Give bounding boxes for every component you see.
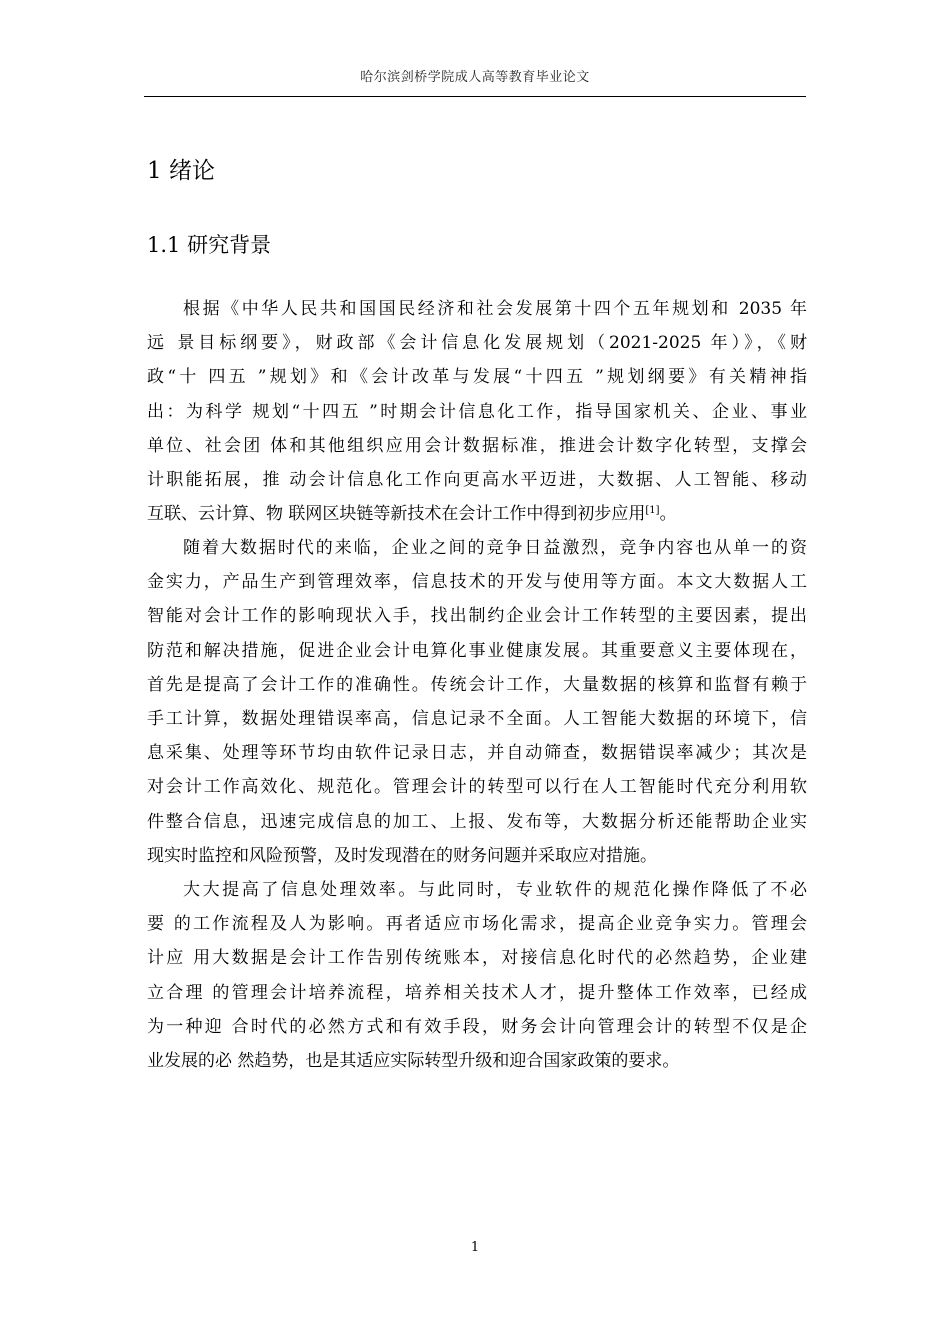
paragraph-line: 手工计算，数据处理错误率高，信息记录不全面。人工智能大数据的环境下，信 — [147, 708, 807, 729]
paragraph-3 — [147, 873, 807, 1078]
paragraph-line: 为一种迎 合时代的必然方式和有效手段，财务会计向管理会计的转型不仅是企 — [147, 1016, 807, 1037]
paragraph-line: 计职能拓展，推 动会计信息化工作向更高水平迈进，大数据、人工智能、移动 — [147, 469, 807, 490]
paragraph-line: 大大提高了信息处理效率。与此同时，专业软件的规范化操作降低了不必 — [183, 880, 807, 900]
paragraph-line: 智能对会计工作的影响现状入手，找出制约企业会计工作转型的主要因素，提出 — [147, 606, 807, 627]
header-divider — [144, 96, 806, 97]
page-number: 1 — [470, 1240, 480, 1255]
paragraph-text: 。 — [659, 504, 677, 525]
paragraph-line: 立合理 的管理会计培养流程，培养相关技术人才，提升整体工作效率，已经成 — [147, 982, 807, 1003]
paragraph-line: 业发展的必 然趋势，也是其适应实际转型升级和迎合国家政策的要求。 — [147, 1050, 680, 1071]
running-header: 哈尔滨剑桥学院成人高等教育毕业论文 — [360, 70, 590, 85]
paragraph-2 — [147, 531, 807, 873]
paragraph-line: 金实力，产品生产到管理效率，信息技术的开发与使用等方面。本文大数据人工 — [147, 572, 807, 593]
paragraph-line: 政“十 四五 ”规划》和《会计改革与发展“十四五 ”规划纲要》有关精神指 — [147, 367, 807, 388]
chapter-title: 1 绪论 — [147, 158, 215, 184]
paragraph-line: 根据《中华人民共和国国民经济和社会发展第十四个五年规划和 2035 年 — [183, 299, 807, 319]
paragraph-line: 息采集、处理等环节均由软件记录日志，并自动筛查，数据错误率减少；其次是 — [147, 743, 807, 764]
citation-ref[interactable]: [1] — [645, 505, 660, 517]
paragraph-line: 远 景目标纲要》，财政部《会计信息化发展规划（2021-2025 年）》，《财 — [147, 333, 807, 354]
paragraph-text: 互联、云计算、物 联网区块链等新技术在会计工作中得到初步应用 — [147, 504, 646, 525]
paragraph-line — [147, 497, 807, 531]
paragraph-line: 计应 用大数据是会计工作告别传统账本，对接信息化时代的必然趋势，企业建 — [147, 948, 807, 969]
paragraph-line: 要 的工作流程及人为影响。再者适应市场化需求，提高企业竞争实力。管理会 — [147, 914, 807, 935]
paragraph-line: 对会计工作高效化、规范化。管理会计的转型可以行在人工智能时代充分利用软 — [147, 777, 807, 798]
paragraph-line: 防范和解决措施，促进企业会计电算化事业健康发展。其重要意义主要体现在， — [147, 640, 807, 661]
paragraph-line: 首先是提高了会计工作的准确性。传统会计工作，大量数据的核算和监督有赖于 — [147, 674, 807, 695]
paragraph-line: 出：为科学 规划“十四五 ”时期会计信息化工作，指导国家机关、企业、事业 — [147, 401, 807, 422]
paragraph-line: 现实时监控和风险预警，及时发现潜在的财务问题并采取应对措施。 — [147, 845, 657, 866]
section-title: 1.1 研究背景 — [147, 233, 272, 257]
paragraph-1 — [147, 292, 807, 531]
paragraph-line: 单位、社会团 体和其他组织应用会计数据标准，推进会计数字化转型，支撑会 — [147, 435, 807, 456]
paragraph-line: 随着大数据时代的来临，企业之间的竞争日益激烈，竞争内容也从单一的资 — [183, 538, 807, 558]
paragraph-line: 件整合信息，迅速完成信息的加工、上报、发布等，大数据分析还能帮助企业实 — [147, 811, 807, 832]
